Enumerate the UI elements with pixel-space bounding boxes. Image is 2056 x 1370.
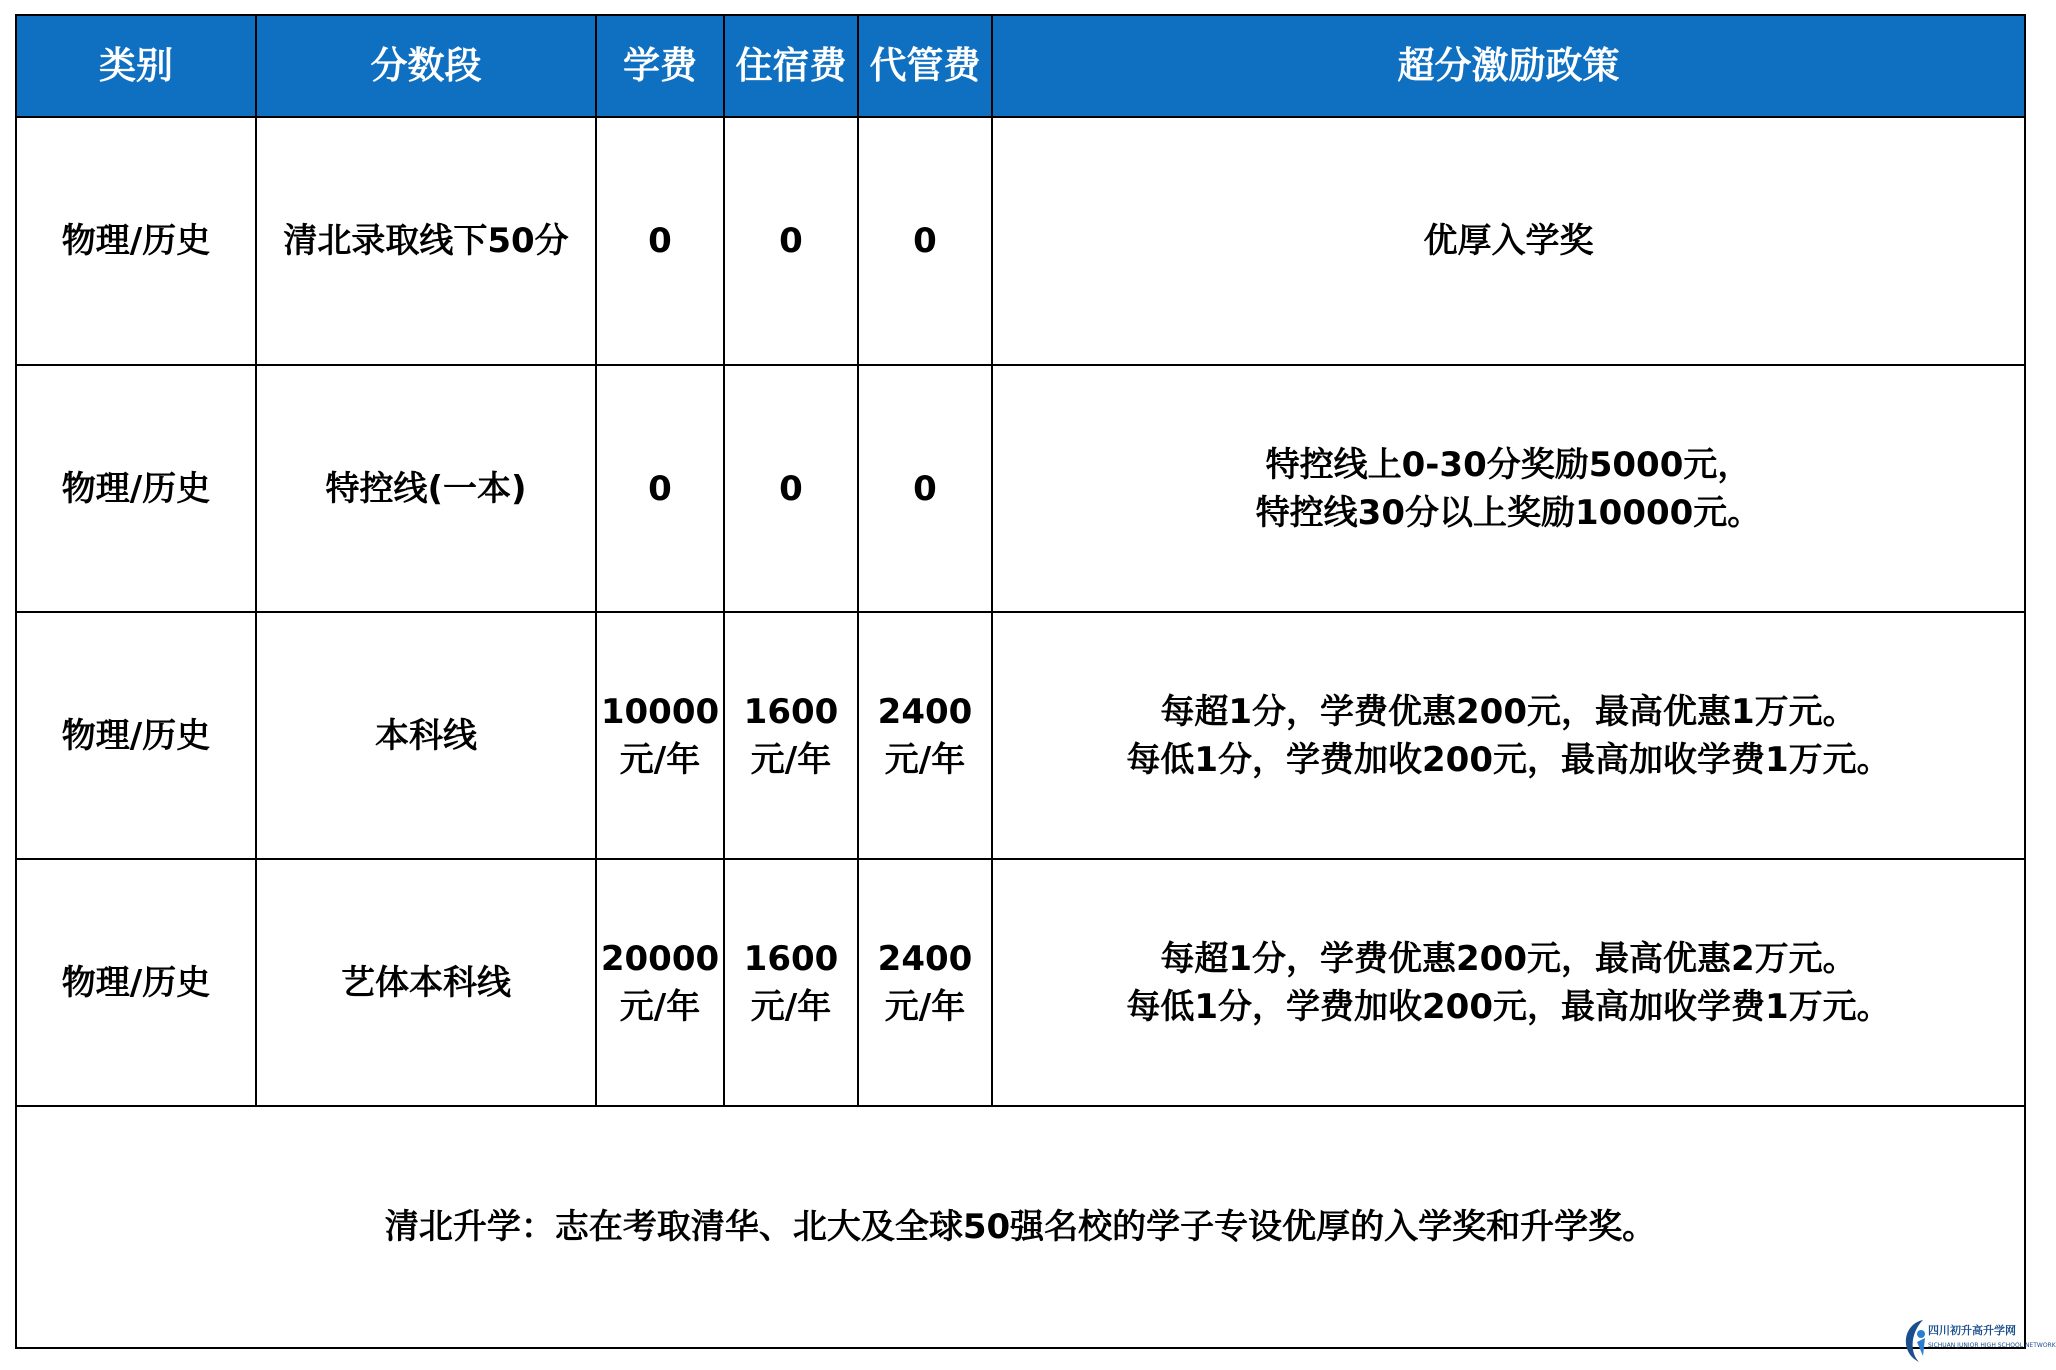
cell-tuition — [596, 612, 724, 859]
cell-management-fee — [858, 859, 992, 1106]
header-category: 类别 — [16, 15, 256, 117]
cell-tuition — [596, 365, 724, 612]
cell-management-fee — [858, 365, 992, 612]
cell-dorm-fee — [724, 365, 858, 612]
cell-category: 物理/历史 — [16, 859, 256, 1106]
cell-score-range: 特控线(一本) — [256, 365, 596, 612]
tuition-value: 0 — [648, 468, 672, 509]
dorm-fee-value: 0 — [779, 468, 803, 509]
header-score-range: 分数段 — [256, 15, 596, 117]
policy-line: 每超1分，学费优惠200元，最高优惠1万元。 — [1160, 691, 1857, 732]
policy-line: 优厚入学奖 — [1423, 221, 1594, 261]
header-tuition: 学费 — [596, 15, 724, 117]
management-fee-unit: 元/年 — [884, 986, 966, 1027]
policy-line: 每超1分，学费优惠200元，最高优惠2万元。 — [1160, 938, 1857, 979]
note-row — [16, 1106, 2025, 1348]
cell-category: 物理/历史 — [16, 612, 256, 859]
tuition-value: 10000 — [600, 691, 720, 732]
policy-line: 每低1分，学费加收200元，最高加收学费1万元。 — [1126, 739, 1891, 780]
management-fee-value: 2400 — [877, 691, 973, 732]
header-management-fee: 代管费 — [858, 15, 992, 117]
dorm-fee-value: 0 — [779, 221, 803, 261]
tuition-value: 20000 — [600, 938, 720, 979]
management-fee-value: 0 — [913, 468, 937, 509]
fee-policy-table — [15, 14, 2026, 1349]
cell-category: 物理/历史 — [16, 365, 256, 612]
cell-tuition — [596, 859, 724, 1106]
note-text: 清北升学：志在考取清华、北大及全球50强名校的学子专设优厚的入学奖和升学奖。 — [16, 1106, 2025, 1348]
cell-score-range: 清北录取线下50分 — [256, 117, 596, 365]
cell-dorm-fee — [724, 612, 858, 859]
cell-policy — [992, 365, 2025, 612]
cell-policy — [992, 612, 2025, 859]
tuition-unit: 元/年 — [619, 986, 701, 1027]
site-logo-icon — [1885, 1312, 2035, 1370]
policy-line: 特控线30分以上奖励10000元。 — [1255, 492, 1762, 533]
cell-tuition — [596, 117, 724, 365]
cell-dorm-fee — [724, 117, 858, 365]
site-logo-subtitle: SICHUAN JUNIOR HIGH SCHOOL NETWORK — [1928, 1342, 2056, 1349]
table-row — [16, 117, 2025, 365]
cell-dorm-fee — [724, 859, 858, 1106]
table-row — [16, 612, 2025, 859]
dorm-fee-unit: 元/年 — [750, 986, 832, 1027]
header-row — [16, 15, 2025, 117]
dorm-fee-value: 1600 — [743, 691, 839, 732]
cell-policy — [992, 859, 2025, 1106]
cell-management-fee — [858, 117, 992, 365]
cell-score-range: 艺体本科线 — [256, 859, 596, 1106]
header-dorm-fee: 住宿费 — [724, 15, 858, 117]
tuition-value: 0 — [648, 221, 672, 261]
cell-category: 物理/历史 — [16, 117, 256, 365]
policy-line: 特控线上0-30分奖励5000元， — [1265, 444, 1752, 485]
management-fee-value: 0 — [913, 221, 937, 261]
table-row — [16, 365, 2025, 612]
table-row — [16, 859, 2025, 1106]
cell-policy — [992, 117, 2025, 365]
dorm-fee-unit: 元/年 — [750, 739, 832, 780]
dorm-fee-value: 1600 — [743, 938, 839, 979]
management-fee-unit: 元/年 — [884, 739, 966, 780]
tuition-unit: 元/年 — [619, 739, 701, 780]
header-incentive-policy: 超分激励政策 — [992, 15, 2025, 117]
cell-management-fee — [858, 612, 992, 859]
cell-score-range: 本科线 — [256, 612, 596, 859]
policy-line: 每低1分，学费加收200元，最高加收学费1万元。 — [1126, 986, 1891, 1027]
site-logo-title: 四川初升高升学网 — [1928, 1324, 2016, 1337]
management-fee-value: 2400 — [877, 938, 973, 979]
